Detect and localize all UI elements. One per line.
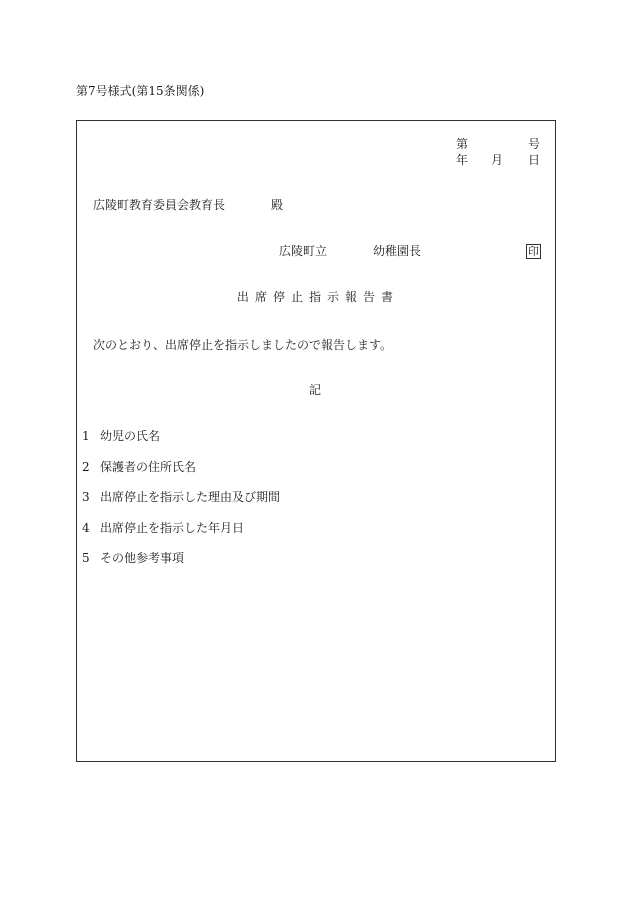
title-char: 停 xyxy=(272,290,285,304)
date-day: 日 xyxy=(528,153,541,167)
item-number: 1 xyxy=(82,429,90,443)
title-char: 出 xyxy=(236,290,249,304)
item-text: 保護者の住所氏名 xyxy=(100,460,197,474)
title-char: 示 xyxy=(327,290,340,304)
item-number: 3 xyxy=(82,490,90,504)
doc-number-suffix: 号 xyxy=(528,137,541,151)
doc-number-prefix: 第 xyxy=(456,137,469,151)
title-char: 止 xyxy=(290,290,303,304)
seal-mark xyxy=(526,244,541,259)
addressee-name: 広陵町教育委員会教育長 xyxy=(93,198,226,212)
date-year: 年 xyxy=(456,153,469,167)
item-text: その他参考事項 xyxy=(100,551,185,565)
intro-text: 次のとおり、出席停止を指示しましたので報告します。 xyxy=(93,338,393,352)
sender-title: 幼稚園長 xyxy=(373,244,422,258)
document-title xyxy=(0,291,630,303)
ki-heading: 記 xyxy=(308,383,321,397)
item-number: 5 xyxy=(82,551,90,565)
title-char: 指 xyxy=(308,290,321,304)
title-char: 書 xyxy=(381,290,394,304)
item-text: 出席停止を指示した理由及び期間 xyxy=(100,490,281,504)
item-number: 4 xyxy=(82,521,90,535)
form-label: 第7号様式(第15条関係) xyxy=(76,84,205,98)
seal-label: 印 xyxy=(528,245,539,258)
title-char: 席 xyxy=(254,290,267,304)
item-text: 幼児の氏名 xyxy=(100,429,161,443)
title-char: 告 xyxy=(363,290,376,304)
title-char: 報 xyxy=(345,290,358,304)
date-month: 月 xyxy=(491,153,504,167)
item-text: 出席停止を指示した年月日 xyxy=(100,521,245,535)
item-number: 2 xyxy=(82,460,90,474)
sender-school: 広陵町立 xyxy=(279,244,328,258)
addressee-honorific: 殿 xyxy=(271,198,284,212)
